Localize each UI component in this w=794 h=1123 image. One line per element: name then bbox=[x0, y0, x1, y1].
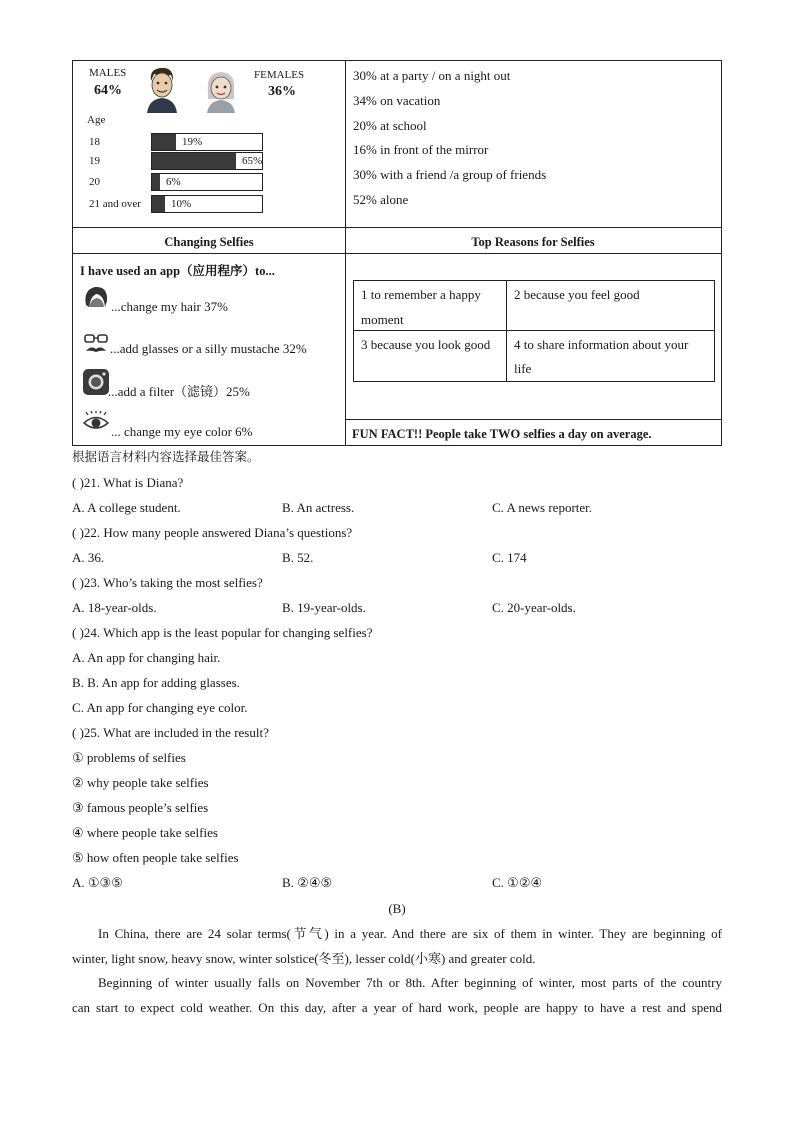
passage-paragraph-2 bbox=[72, 970, 722, 1020]
glasses-mustache-icon bbox=[83, 331, 109, 362]
question-24-option-c: C. An app for changing eye color. bbox=[72, 700, 248, 715]
question-24-option-b: B. B. An app for adding glasses. bbox=[72, 675, 240, 690]
age-bar-percent: 19% bbox=[182, 136, 203, 148]
place-item: 30% with a friend /a group of friends bbox=[353, 167, 547, 183]
question-22-option-b: B. 52. bbox=[282, 550, 314, 565]
reasons-table bbox=[353, 280, 715, 382]
age-bar-fill bbox=[152, 153, 236, 169]
age-bar-fill bbox=[152, 196, 165, 212]
question-25-item-4: ④ where people take selfies bbox=[72, 825, 218, 840]
age-label-3: 21 and over bbox=[89, 198, 141, 210]
question-22-option-a: A. 36. bbox=[72, 550, 105, 565]
app-intro: I have used an app（应用程序）to... bbox=[80, 264, 275, 278]
question-25-option-b: B. ②④⑤ bbox=[282, 875, 333, 890]
age-bar bbox=[151, 195, 263, 213]
question-21-option-c: C. A news reporter. bbox=[492, 500, 593, 515]
age-bar bbox=[151, 133, 263, 151]
passage-p1-line1: In China, there are 24 solar terms(节气) in a year. And there are six of them in winter. They are beginning of bbox=[98, 926, 722, 941]
age-label-1: 19 bbox=[89, 155, 100, 167]
age-bar-percent: 6% bbox=[166, 176, 181, 188]
age-bar bbox=[151, 152, 263, 170]
app-item-filter: ...add a filter（滤镜）25% bbox=[108, 384, 250, 399]
eye-icon bbox=[82, 411, 110, 438]
place-item: 16% in front of the mirror bbox=[353, 142, 489, 158]
changing-selfies-header: Changing Selfies bbox=[164, 235, 254, 249]
reason-1-line2: moment bbox=[361, 312, 404, 327]
passage-p2-line1: Beginning of winter usually falls on November 7th or 8th. After beginning of winter, most parts of the country bbox=[98, 975, 722, 990]
question-25-stem: ( )25. What are included in the result? bbox=[72, 725, 269, 740]
reason-3: 3 because you look good bbox=[361, 337, 491, 352]
age-bar-fill bbox=[152, 134, 176, 150]
question-22-option-c: C. 174 bbox=[492, 550, 527, 565]
female-avatar-icon bbox=[203, 69, 239, 118]
question-23-stem: ( )23. Who’s taking the most selfies? bbox=[72, 575, 263, 590]
age-bar-percent: 65% bbox=[242, 155, 263, 167]
table-divider-funfact bbox=[345, 419, 721, 420]
instruction: 根据语言材料内容选择最佳答案。 bbox=[72, 449, 260, 464]
age-label: Age bbox=[87, 114, 106, 126]
camera-icon bbox=[82, 368, 110, 401]
reason-4-line2: life bbox=[514, 361, 532, 376]
male-avatar-icon bbox=[143, 65, 181, 118]
passage-p2-line2: can start to expect cold weather. On this day, after a year of hard work, people are happy to have a rest and spend bbox=[72, 1000, 722, 1015]
reason-2: 2 because you feel good bbox=[514, 287, 640, 302]
question-24-option-a: A. An app for changing hair. bbox=[72, 650, 221, 665]
question-23-option-a: A. 18-year-olds. bbox=[72, 600, 157, 615]
question-21-option-b: B. An actress. bbox=[282, 500, 355, 515]
table-divider-row1 bbox=[73, 227, 721, 228]
app-item-eye-color: ... change my eye color 6% bbox=[111, 424, 253, 439]
question-25-item-2: ② why people take selfies bbox=[72, 775, 209, 790]
question-25-option-c: C. ①②④ bbox=[492, 875, 543, 890]
hair-icon bbox=[83, 285, 109, 316]
reason-4-line1: 4 to share information about your bbox=[514, 337, 689, 352]
age-bar-fill bbox=[152, 174, 160, 190]
question-25-item-3: ③ famous people’s selfies bbox=[72, 800, 209, 815]
place-item: 20% at school bbox=[353, 117, 427, 133]
app-item-hair: ...change my hair 37% bbox=[111, 299, 228, 314]
females-percent: 36% bbox=[268, 84, 296, 99]
age-bar bbox=[151, 173, 263, 191]
passage-p1-line2: winter, light snow, heavy snow, winter solstice(冬至), lesser cold(小寒) and greater cold. bbox=[72, 951, 536, 966]
passage-paragraph-1 bbox=[72, 921, 722, 971]
table-divider-row2 bbox=[73, 253, 721, 254]
selfie-survey-table bbox=[72, 60, 722, 446]
age-bar-percent: 10% bbox=[171, 198, 192, 210]
reasons-divider-vertical bbox=[506, 281, 507, 381]
females-label: FEMALES bbox=[254, 69, 305, 81]
age-label-0: 18 bbox=[89, 136, 100, 148]
question-25-item-5: ⑤ how often people take selfies bbox=[72, 850, 239, 865]
reasons-header: Top Reasons for Selfies bbox=[471, 235, 595, 249]
section-b-heading: (B) bbox=[388, 901, 406, 916]
place-item: 52% alone bbox=[353, 192, 409, 207]
males-label: MALES bbox=[89, 67, 127, 79]
reasons-divider-horizontal bbox=[354, 330, 714, 331]
place-item: 34% on vacation bbox=[353, 92, 441, 108]
question-24-stem: ( )24. Which app is the least popular for changing selfies? bbox=[72, 625, 373, 640]
question-22-stem: ( )22. How many people answered Diana’s questions? bbox=[72, 525, 353, 540]
age-label-2: 20 bbox=[89, 176, 100, 188]
question-25-option-a: A. ①③⑤ bbox=[72, 875, 123, 890]
males-percent: 64% bbox=[94, 83, 122, 98]
place-item: 30% at a party / on a night out bbox=[353, 68, 511, 83]
question-23-option-b: B. 19-year-olds. bbox=[282, 600, 366, 615]
question-23-option-c: C. 20-year-olds. bbox=[492, 600, 576, 615]
question-25-item-1: ① problems of selfies bbox=[72, 750, 186, 765]
reason-1-line1: 1 to remember a happy bbox=[361, 287, 481, 302]
question-21-option-a: A. A college student. bbox=[72, 500, 181, 515]
app-item-glasses: ...add glasses or a silly mustache 32% bbox=[110, 341, 307, 356]
fun-fact: FUN FACT!! People take TWO selfies a day on average. bbox=[352, 427, 652, 441]
question-21-stem: ( )21. What is Diana? bbox=[72, 475, 184, 490]
